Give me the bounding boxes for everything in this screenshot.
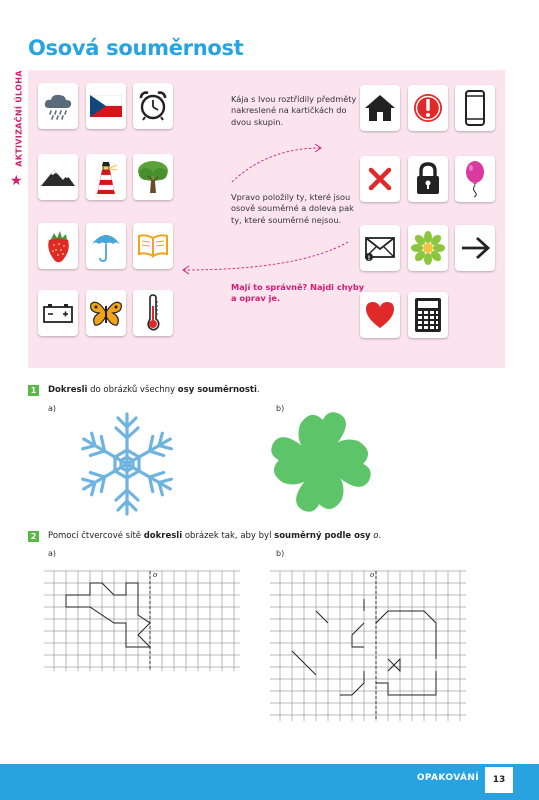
figure-a-outline xyxy=(66,583,150,647)
activity-panel xyxy=(28,70,505,368)
card-butterfly[interactable] xyxy=(86,290,126,336)
envelope-icon xyxy=(363,234,397,262)
exclamation-circle-icon xyxy=(412,92,444,124)
grid-b[interactable] xyxy=(270,565,466,721)
star-icon: ★ xyxy=(10,173,23,189)
czech-flag-icon xyxy=(90,95,122,117)
card-padlock[interactable] xyxy=(408,156,448,202)
card-flower[interactable] xyxy=(408,225,448,271)
calculator-icon xyxy=(413,297,443,333)
balloon-icon xyxy=(462,160,488,198)
card-exclamation[interactable] xyxy=(408,85,448,131)
rain-cloud-icon xyxy=(42,91,74,121)
task-2-instruction: Pomocí čtvercové sítě dokresli obrázek tak, aby byl souměrný podle osy o. xyxy=(48,531,382,541)
card-thermometer[interactable] xyxy=(133,290,173,336)
task-1-instruction: Dokresli do obrázků všechny osy souměrnosti. xyxy=(48,385,260,395)
card-umbrella[interactable] xyxy=(86,223,126,269)
task-1-number: 1 xyxy=(28,385,39,396)
tree-icon xyxy=(136,159,170,195)
axis-b-label: o xyxy=(370,571,375,579)
dashed-arrow-right xyxy=(228,136,328,186)
task-1-label-a: a) xyxy=(48,404,57,413)
card-battery[interactable] xyxy=(38,290,78,336)
story-text-1: Kája s Ivou roztřídily předměty nakreslené na kartičkách do dvou skupin. xyxy=(231,94,357,127)
task-1-label-b: b) xyxy=(276,404,285,413)
story-text-2: Vpravo položily ty, které jsou osově souměrné a doleva pak ty, které souměrné nejsou. xyxy=(231,192,354,225)
card-heart[interactable] xyxy=(360,292,400,338)
card-mountains[interactable] xyxy=(38,154,78,200)
card-rain-cloud[interactable] xyxy=(38,83,78,129)
cross-mark-icon xyxy=(366,165,394,193)
axis-a-label: o xyxy=(153,571,158,579)
grid-a[interactable] xyxy=(44,565,240,671)
card-envelope[interactable] xyxy=(360,225,400,271)
butterfly-icon xyxy=(89,298,123,328)
story-question: Mají to správně? Najdi chyby a oprav je. xyxy=(231,282,365,304)
card-open-book[interactable] xyxy=(133,223,173,269)
side-tag-label: AKTIVIZAČNÍ ÚLOHA xyxy=(14,70,24,167)
open-book-icon xyxy=(136,232,170,260)
padlock-icon xyxy=(413,161,443,197)
svg-text:!: ! xyxy=(367,255,371,262)
card-calculator[interactable] xyxy=(408,292,448,338)
card-right-arrow[interactable] xyxy=(455,225,495,271)
mountains-icon xyxy=(41,166,75,188)
task-2-label-b: b) xyxy=(276,549,285,558)
lighthouse-icon xyxy=(93,158,119,196)
card-alarm-clock[interactable] xyxy=(133,83,173,129)
flower-icon xyxy=(411,231,445,265)
clover-figure[interactable] xyxy=(262,408,380,516)
battery-icon xyxy=(42,302,74,324)
umbrella-icon xyxy=(90,228,122,264)
page-title: Osová souměrnost xyxy=(28,36,244,60)
alarm-clock-icon xyxy=(137,89,169,123)
page-number: 13 xyxy=(485,767,513,793)
task-2-number: 2 xyxy=(28,531,39,542)
dashed-arrow-left xyxy=(178,236,358,276)
heart-icon xyxy=(364,300,396,330)
card-smartphone[interactable] xyxy=(455,85,495,131)
card-house[interactable] xyxy=(360,85,400,131)
card-tree[interactable] xyxy=(133,154,173,200)
thermometer-icon xyxy=(141,294,165,332)
card-lighthouse[interactable] xyxy=(86,154,126,200)
card-strawberry[interactable] xyxy=(38,223,78,269)
footer-section-label: OPAKOVÁNÍ xyxy=(416,773,479,783)
house-icon xyxy=(364,93,396,123)
strawberry-icon xyxy=(43,228,73,264)
snowflake-figure[interactable] xyxy=(74,408,180,520)
activity-side-tag xyxy=(10,70,24,188)
card-czech-flag[interactable] xyxy=(86,83,126,129)
right-arrow-icon xyxy=(459,235,491,261)
smartphone-icon xyxy=(464,90,486,126)
card-balloon[interactable] xyxy=(455,156,495,202)
page-footer xyxy=(0,764,539,800)
task-2-label-a: a) xyxy=(48,549,57,558)
card-cross[interactable] xyxy=(360,156,400,202)
